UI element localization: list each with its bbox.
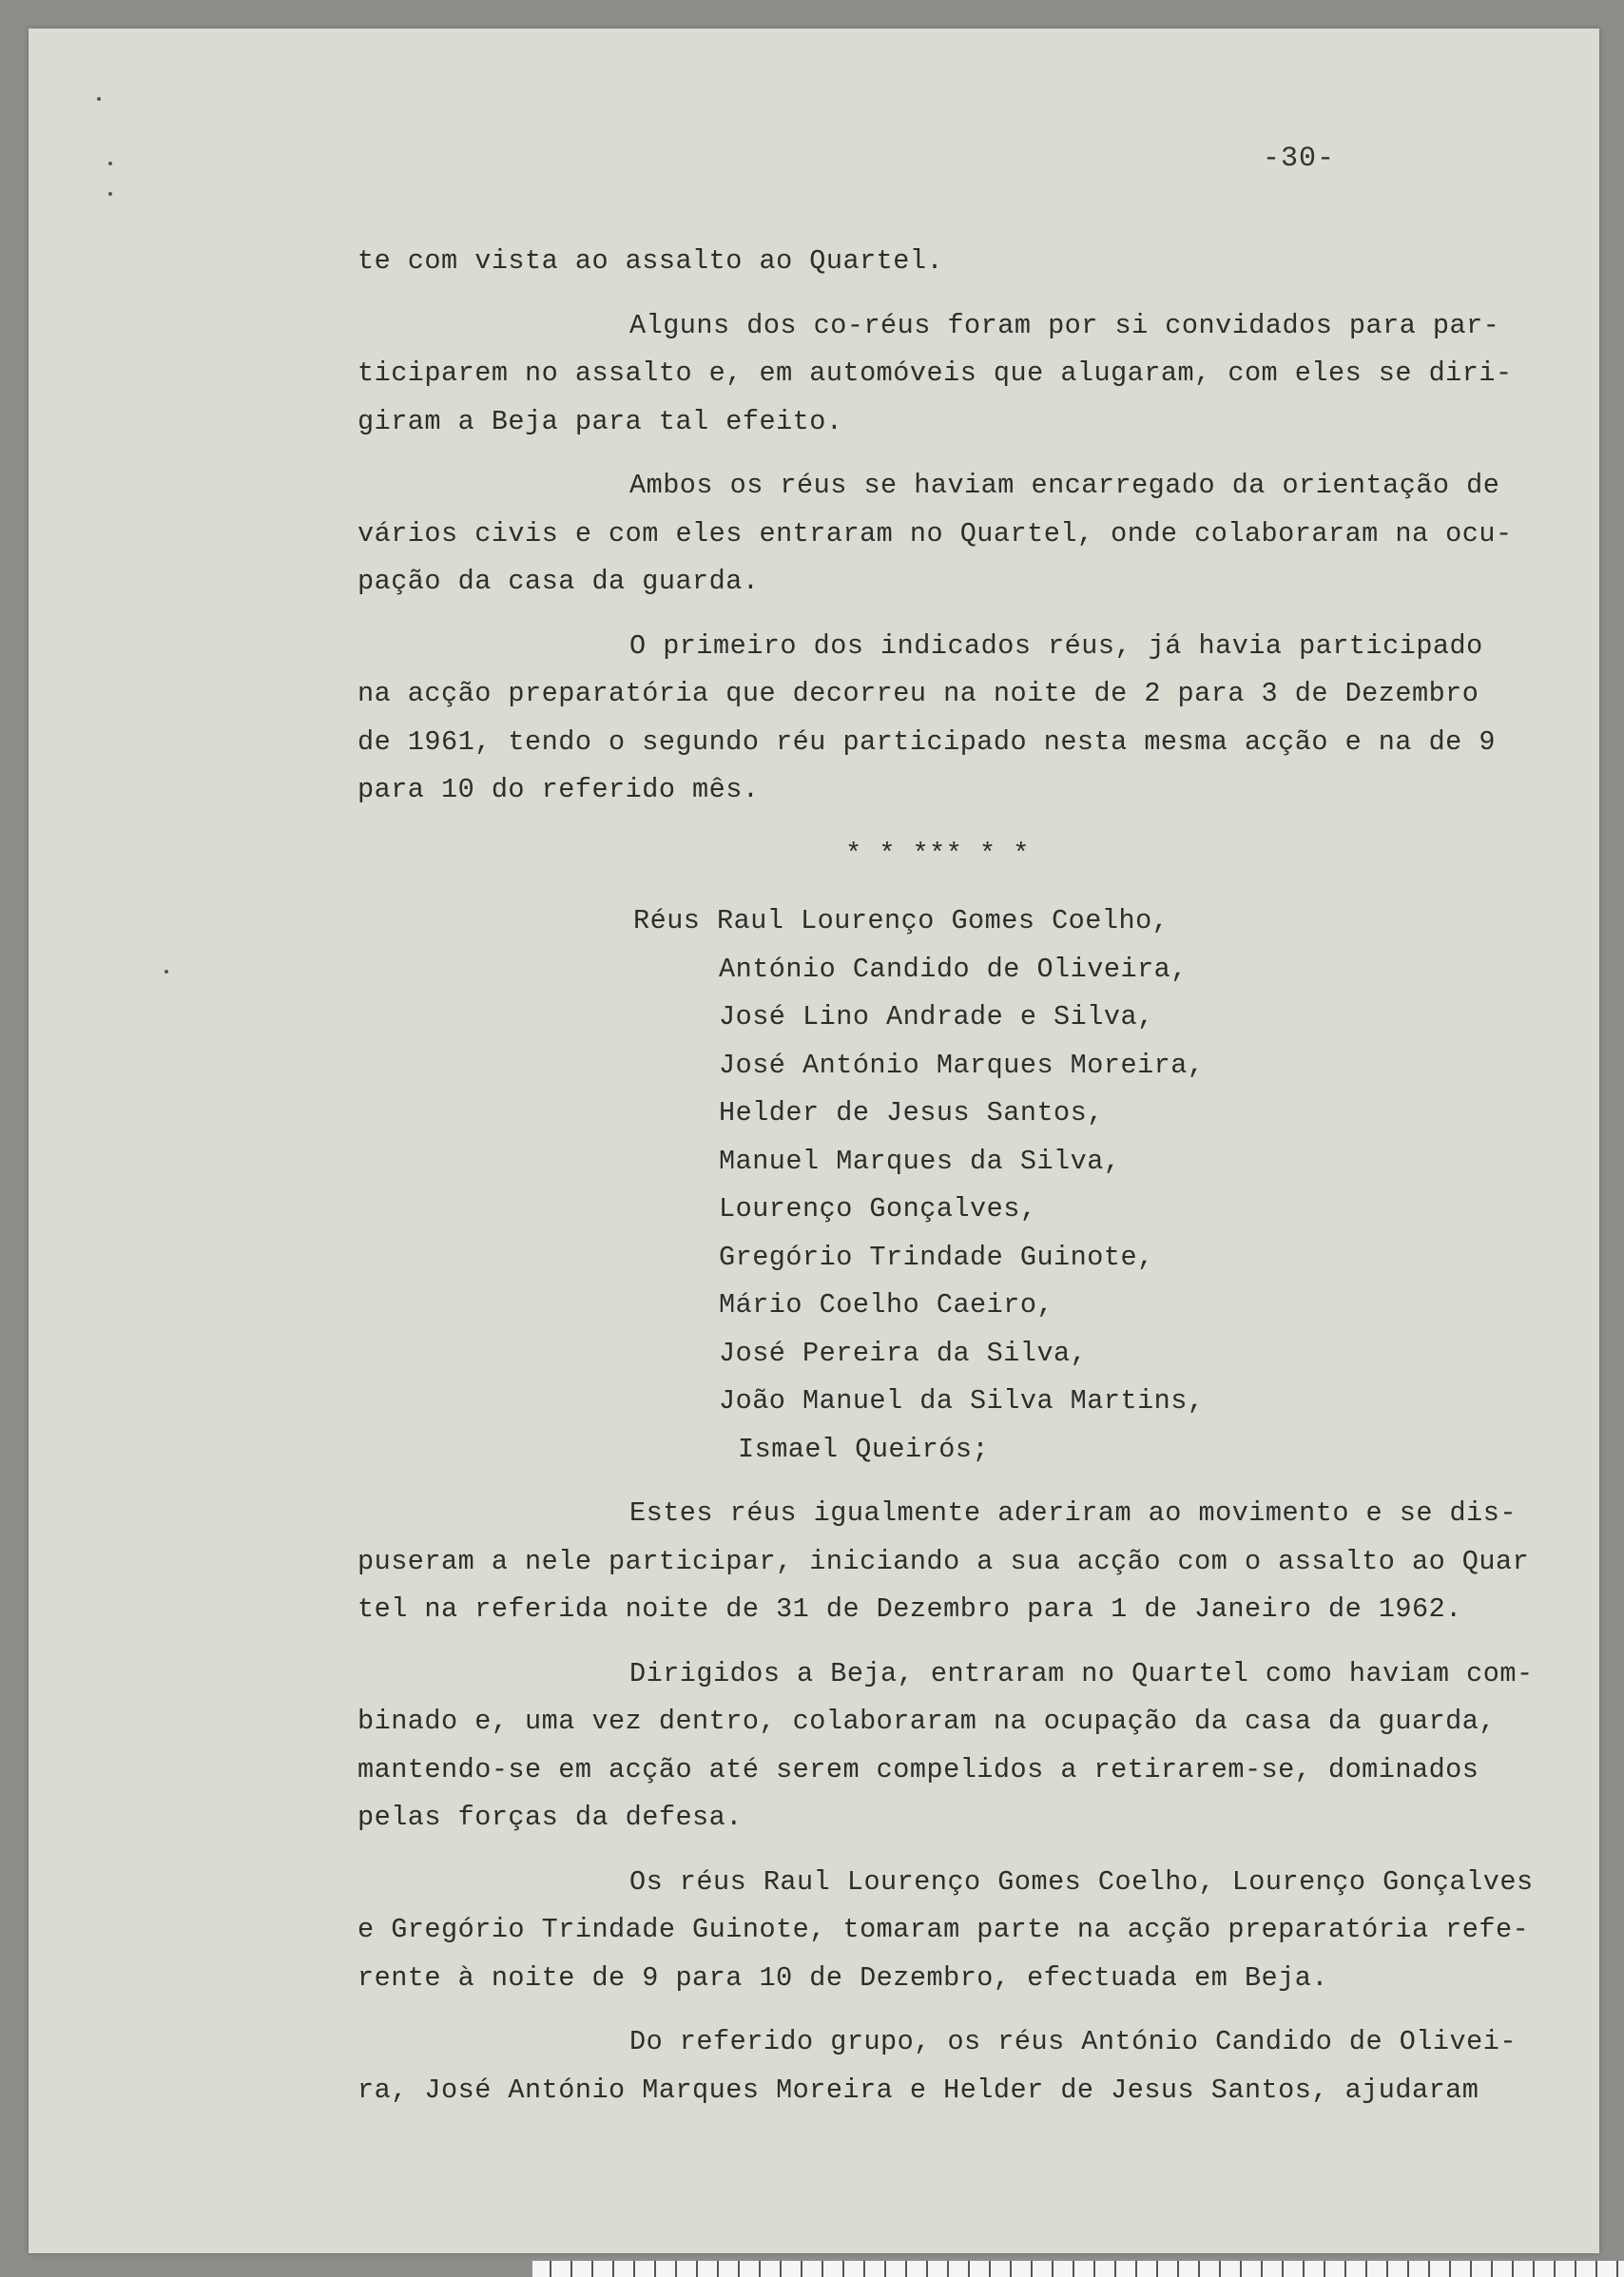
text-line: pelas forças da defesa. — [358, 1802, 743, 1833]
text-line: vários civis e com eles entraram no Quartel, onde colaboraram na ocu- — [358, 517, 1513, 550]
text-line: e Gregório Trindade Guinote, tomaram parte na acção preparatória refe- — [358, 1914, 1530, 1945]
text-line: pação da casa da guarda. — [358, 566, 760, 597]
text-line: Dirigidos a Beja, entraram no Quartel como haviam com- — [629, 1657, 1534, 1689]
paper-speck — [97, 97, 101, 101]
text-line: Estes réus igualmente aderiram ao movimento e se dis- — [629, 1497, 1517, 1529]
defendant-name: José António Marques Moreira, — [719, 1049, 1205, 1081]
section-separator: * * *** * * — [845, 838, 1030, 870]
paper-speck — [164, 970, 168, 974]
defendant-name: Gregório Trindade Guinote, — [719, 1241, 1154, 1273]
defendant-name: Manuel Marques da Silva, — [719, 1145, 1121, 1177]
text-line: Do referido grupo, os réus António Candido de Olivei- — [629, 2026, 1517, 2057]
text-line: binado e, uma vez dentro, colaboraram na ocupação da casa da guarda, — [358, 1706, 1496, 1737]
text-line: ra, José António Marques Moreira e Helder de Jesus Santos, ajudaram — [358, 2074, 1479, 2106]
body-text — [358, 238, 1584, 2114]
text-line: te com vista ao assalto ao Quartel. — [358, 245, 944, 277]
defendant-name: Lourenço Gonçalves, — [719, 1193, 1037, 1225]
document-page — [29, 29, 1599, 2253]
defendant-name: Mário Coelho Caeiro, — [719, 1289, 1054, 1321]
scan-color-strip — [532, 2261, 1624, 2277]
text-line: Ambos os réus se haviam encarregado da orientação de — [629, 470, 1500, 501]
paper-speck — [108, 192, 112, 196]
text-line: Os réus Raul Lourenço Gomes Coelho, Lourenço Gonçalves — [629, 1865, 1534, 1898]
text-line: para 10 do referido mês. — [358, 774, 760, 805]
defendant-name: António Candido de Oliveira, — [719, 953, 1188, 985]
text-line: de 1961, tendo o segundo réu participado nesta mesma acção e na de 9 — [358, 725, 1496, 758]
text-line: ticiparem no assalto e, em automóveis que alugaram, com eles se diri- — [358, 357, 1513, 389]
defendant-name: Réus Raul Lourenço Gomes Coelho, — [633, 905, 1170, 936]
defendant-name: Helder de Jesus Santos, — [719, 1097, 1104, 1129]
text-line: Alguns dos co-réus foram por si convidados para par- — [629, 309, 1500, 341]
text-line: mantendo-se em acção até serem compelidos a retirarem-se, dominados — [358, 1753, 1479, 1785]
text-line: puseram a nele participar, iniciando a sua acção com o assalto ao Quar — [358, 1545, 1530, 1577]
defendant-name: João Manuel da Silva Martins, — [719, 1385, 1205, 1417]
text-line: giram a Beja para tal efeito. — [358, 405, 843, 437]
defendant-name: José Pereira da Silva, — [719, 1337, 1088, 1369]
text-line: tel na referida noite de 31 de Dezembro para 1 de Janeiro de 1962. — [358, 1593, 1462, 1625]
paper-speck — [108, 162, 112, 165]
defendant-name: José Lino Andrade e Silva, — [719, 1001, 1154, 1032]
text-line: rente à noite de 9 para 10 de Dezembro, efectuada em Beja. — [358, 1961, 1328, 1994]
text-line: O primeiro dos indicados réus, já havia participado — [629, 629, 1483, 662]
text-line: na acção preparatória que decorreu na noite de 2 para 3 de Dezembro — [358, 678, 1479, 709]
page-number: -30- — [1263, 143, 1336, 175]
defendant-name: Ismael Queirós; — [738, 1433, 990, 1465]
